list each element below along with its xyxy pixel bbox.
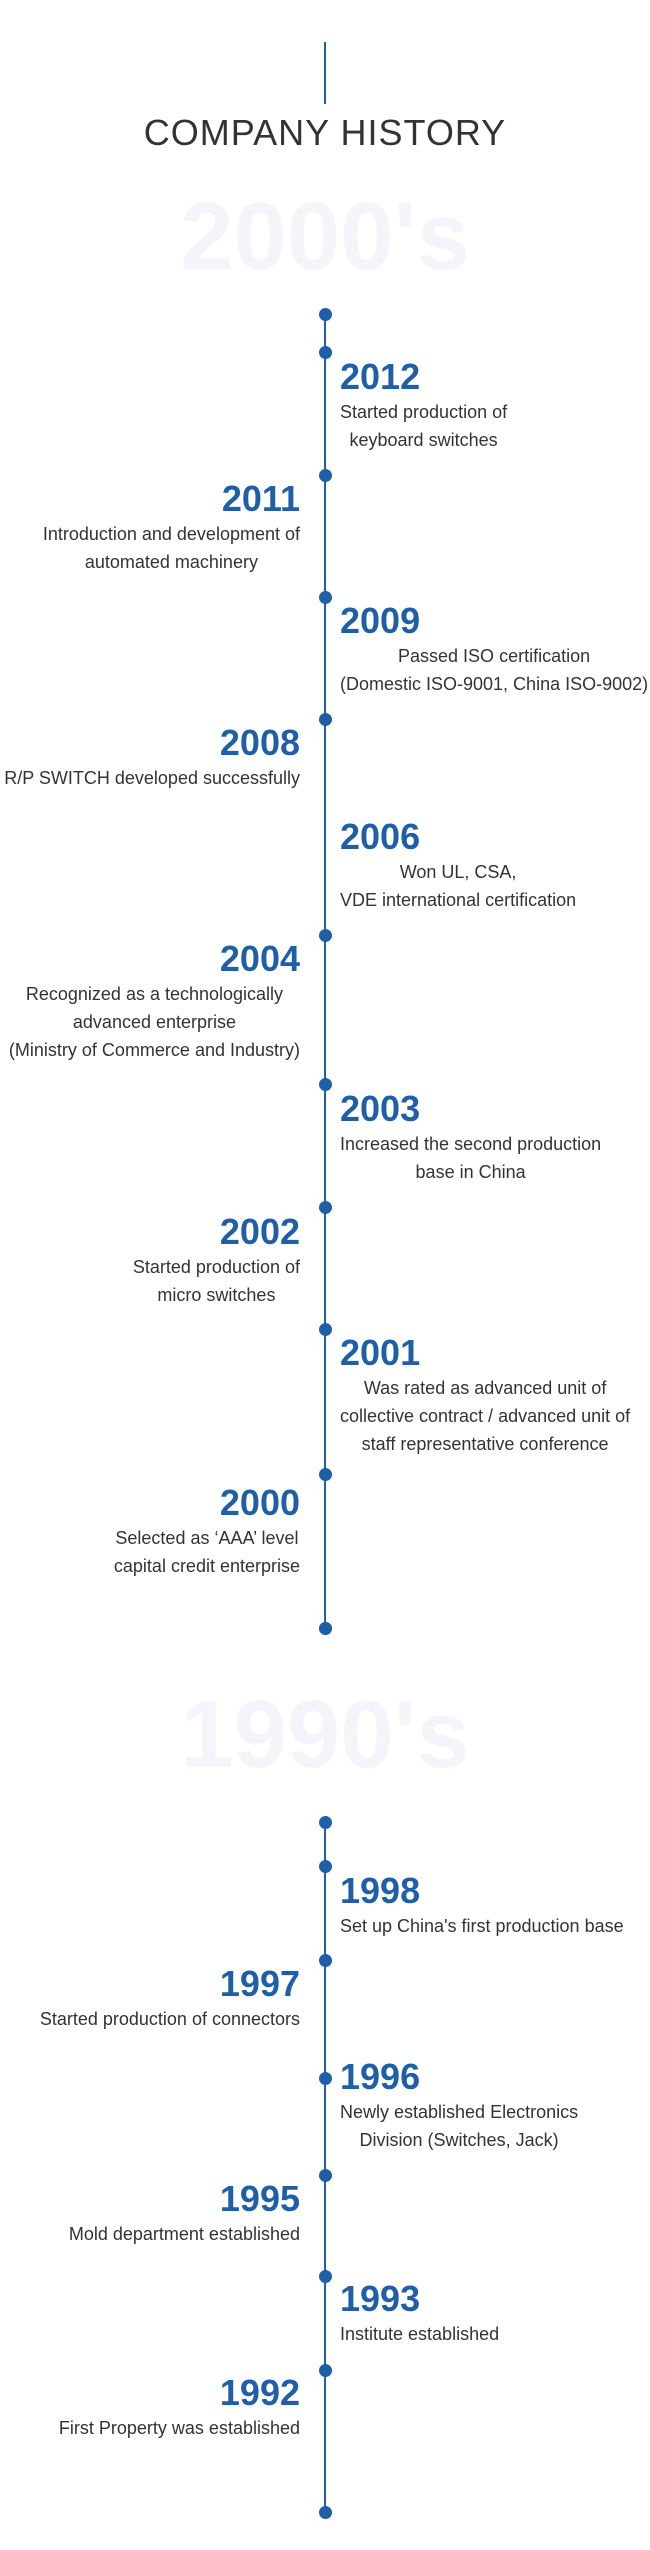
event-description — [4, 764, 300, 792]
timeline-entry-2011 — [43, 478, 300, 576]
timeline-dot — [319, 2169, 332, 2182]
timeline-dot — [319, 2270, 332, 2283]
event-description-line: Passed ISO certification — [398, 646, 591, 666]
event-description-line: capital credit enterprise — [113, 1556, 300, 1576]
timeline-start-dot — [319, 1816, 332, 1829]
timeline-entry-2009 — [340, 600, 648, 698]
event-description — [43, 520, 300, 576]
timeline-dot — [319, 2072, 332, 2085]
timeline-entry-2003 — [340, 1088, 601, 1186]
event-year: 2008 — [219, 722, 300, 763]
timeline-entry-2008 — [4, 722, 300, 792]
event-description-line: (Domestic ISO-9001, China ISO-9002) — [340, 674, 649, 694]
event-description-line: Started production of — [340, 402, 508, 422]
event-description-line: VDE international certification — [340, 890, 577, 910]
timeline-entry-1996 — [340, 2056, 578, 2154]
timeline-entry-1998 — [340, 1870, 624, 1940]
event-description-line: Division (Switches, Jack) — [359, 2130, 559, 2150]
event-year: 2000 — [219, 1482, 300, 1523]
event-year: 1992 — [219, 2372, 300, 2413]
event-description — [133, 1253, 300, 1309]
timeline-dot — [319, 1323, 332, 1336]
event-description — [340, 858, 576, 914]
event-description — [9, 980, 300, 1064]
event-description-line: micro switches — [157, 1285, 276, 1305]
event-description-line: Mold department established — [68, 2224, 300, 2244]
event-year: 2004 — [219, 938, 300, 979]
timeline-axis — [324, 314, 326, 1628]
timeline-dot — [319, 1954, 332, 1967]
event-description — [340, 2098, 578, 2154]
timeline-dot — [319, 1468, 332, 1481]
event-description-line: First Property was established — [58, 2418, 300, 2438]
timeline-entry-2001 — [340, 1332, 630, 1458]
event-description-line: advanced enterprise — [72, 1012, 237, 1032]
timeline-entry-2000 — [114, 1482, 300, 1580]
event-description — [340, 642, 648, 698]
event-description — [340, 1374, 630, 1458]
event-description-line: (Ministry of Commerce and Industry) — [8, 1040, 300, 1060]
event-description-line: Recognized as a technologically — [25, 984, 284, 1004]
event-description — [69, 2220, 300, 2248]
event-description-line: Set up China's first production base — [340, 1916, 624, 1936]
event-year: 1998 — [340, 1870, 421, 1911]
top-accent-line — [324, 42, 326, 104]
timeline-dot — [319, 1201, 332, 1214]
timeline-dot — [319, 929, 332, 942]
timeline-dot — [319, 1860, 332, 1873]
timeline-start-dot — [319, 308, 332, 321]
decade-watermark: 1990's — [180, 1681, 470, 1788]
timeline-entry-2004 — [9, 938, 300, 1064]
event-description — [340, 1130, 601, 1186]
event-year: 1997 — [219, 1963, 300, 2004]
event-description-line: keyboard switches — [349, 430, 498, 450]
timeline-entry-2012 — [340, 356, 507, 454]
event-year: 2011 — [221, 478, 300, 519]
timeline-dot — [319, 346, 332, 359]
page-title: COMPANY HISTORY — [143, 112, 507, 153]
event-year: 2012 — [340, 356, 421, 397]
timeline-entry-1993 — [340, 2278, 499, 2348]
timeline-dot — [319, 2364, 332, 2377]
event-year: 2002 — [219, 1211, 300, 1252]
event-description-line: automated machinery — [84, 552, 258, 572]
timeline-entry-1997 — [40, 1963, 300, 2033]
event-description — [40, 2005, 300, 2033]
event-description-line: Won UL, CSA, — [399, 862, 517, 882]
timeline-dot — [319, 591, 332, 604]
event-description-line: base in China — [415, 1162, 526, 1182]
timeline-end-dot — [319, 2506, 332, 2519]
event-year: 1995 — [219, 2178, 300, 2219]
timeline-dot — [319, 469, 332, 482]
event-year: 2009 — [340, 600, 421, 641]
event-year: 1993 — [340, 2278, 421, 2319]
event-year: 2003 — [340, 1088, 421, 1129]
event-description-line: Newly established Electronics — [340, 2102, 579, 2122]
event-description — [114, 1524, 300, 1580]
timeline-entry-1992 — [59, 2372, 300, 2442]
event-description-line: Increased the second production — [340, 1134, 602, 1154]
event-description — [340, 1912, 624, 1940]
timeline-axis — [324, 1822, 326, 2512]
event-year: 1996 — [340, 2056, 421, 2097]
event-year: 2006 — [340, 816, 421, 857]
event-description — [59, 2414, 300, 2442]
event-description-line: Started production of connectors — [39, 2009, 300, 2029]
timeline-entry-2002 — [133, 1211, 300, 1309]
event-description-line: collective contract / advanced unit of — [340, 1406, 631, 1426]
event-description-line: staff representative conference — [361, 1434, 609, 1454]
timeline-dot — [319, 1078, 332, 1091]
timeline-entry-1995 — [69, 2178, 300, 2248]
event-description — [340, 2320, 499, 2348]
event-description-line: Selected as ‘AAA’ level — [115, 1528, 299, 1548]
event-description-line: Introduction and development of — [42, 524, 300, 544]
event-description-line: Institute established — [340, 2324, 500, 2344]
event-description — [340, 398, 507, 454]
event-description-line: Started production of — [132, 1257, 300, 1277]
event-description-line: R/P SWITCH developed successfully — [4, 768, 300, 788]
timeline-dot — [319, 1622, 332, 1635]
event-description-line: Was rated as advanced unit of — [363, 1378, 607, 1398]
timeline-entry-2006 — [340, 816, 576, 914]
event-year: 2001 — [340, 1332, 421, 1373]
timeline-dot — [319, 713, 332, 726]
decade-watermark: 2000's — [180, 183, 470, 290]
